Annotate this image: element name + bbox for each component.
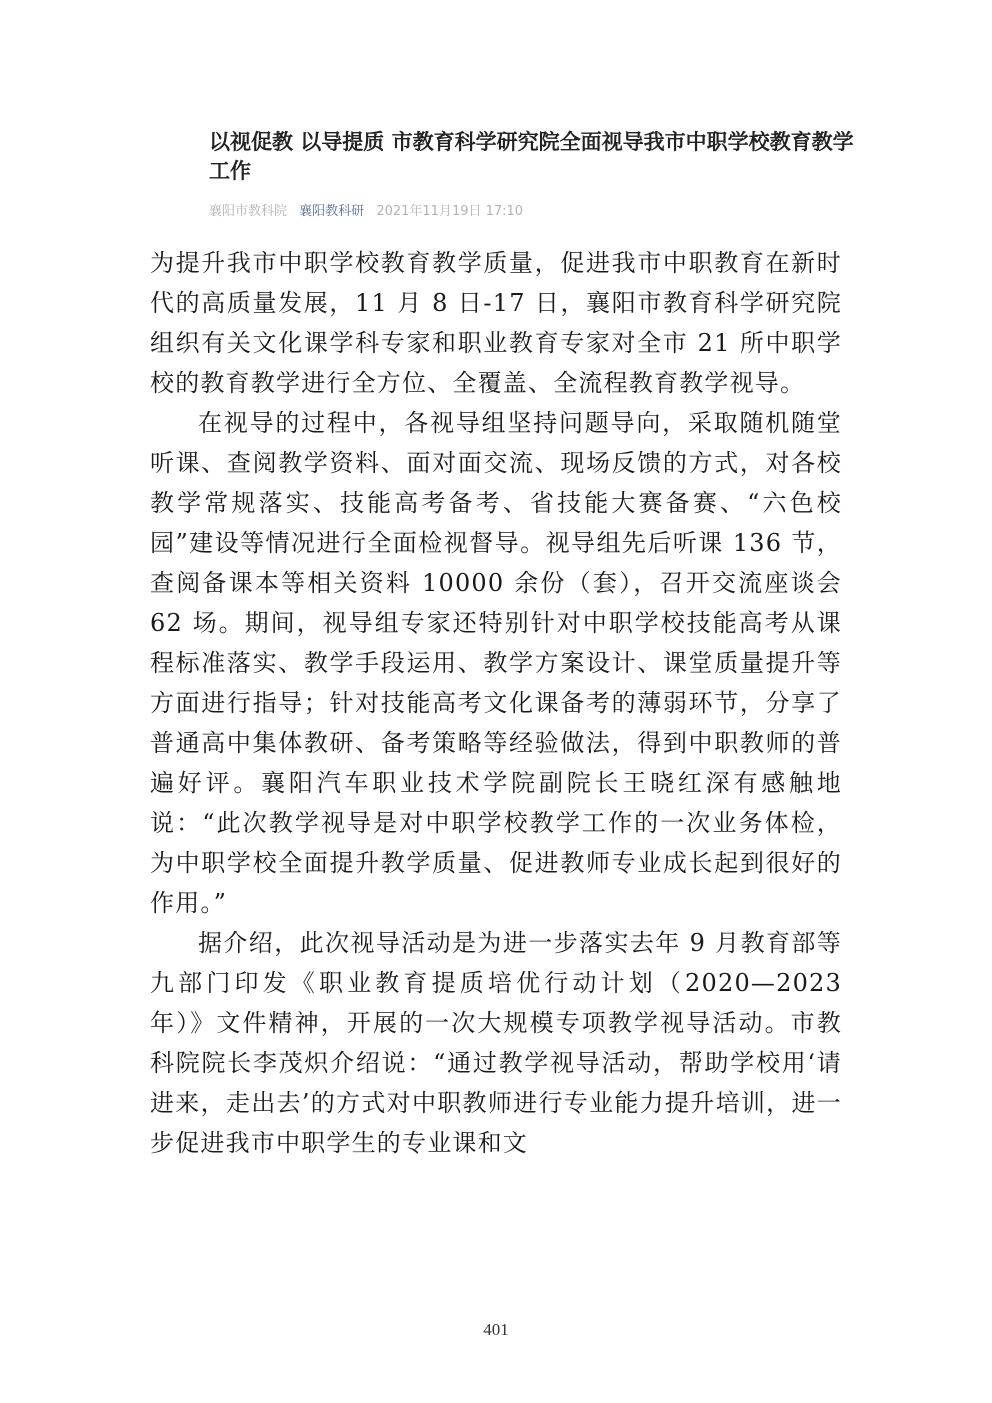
meta-source: 襄阳市教科院 (209, 204, 288, 219)
body-paragraph-1: 为提升我市中职学校教育教学质量，促进我市中职教育在新时代的高质量发展，11 月 8 日-17 日，襄阳市教育科学研究院组织有关文化课学科专家和职业教育专家对全市 21 所中职学校的教育教学进行全方位、全覆盖、全流程教育教学视导。 (150, 249, 842, 397)
article-header (209, 128, 859, 219)
page-number: 401 (483, 1320, 509, 1339)
article-meta (209, 200, 859, 219)
meta-account-link[interactable]: 襄阳教科研 (299, 204, 365, 219)
body-paragraph-3: 据介绍，此次视导活动是为进一步落实去年 9 月教育部等九部门印发《职业教育提质培优行动计划（2020—2023 年）》文件精神，开展的一次大规模专项教学视导活动。市教科院院长李茂炽介绍说：“通过教学视导活动，帮助学校用‘请进来，走出去’的方式对中职教师进行专业能力提升培训，进一步促进我市中职学生的专业课和文 (150, 929, 842, 1157)
body-paragraph-2: 在视导的过程中，各视导组坚持问题导向，采取随机随堂听课、查阅教学资料、面对面交流、现场反馈的方式，对各校教学常规落实、技能高考备考、省技能大赛备赛、“六色校园”建设等情况进行全面检视督导。视导组先后听课 136 节，查阅备课本等相关资料 10000 余份（套），召开交流座谈会 62 场。期间，视导组专家还特别针对中职学校技能高考从课程标准落实、教学手段运用、教学方案设计、课堂质量提升等方面进行指导；针对技能高考文化课备考的薄弱环节，分享了普通高中集体教研、备考策略等经验做法，得到中职教师的普遍好评。襄阳汽车职业技术学院副院长王晓红深有感触地说：“此次教学视导是对中职学校教学工作的一次业务体检，为中职学校全面提升教学质量、促进教师专业成长起到很好的作用。” (150, 409, 842, 917)
article-body (150, 243, 842, 1163)
article-title: 以视促教 以导提质 市教育科学研究院全面视导我市中职学校教育教学工作 (209, 130, 854, 183)
meta-datetime: 2021年11月19日 17:10 (376, 204, 524, 219)
